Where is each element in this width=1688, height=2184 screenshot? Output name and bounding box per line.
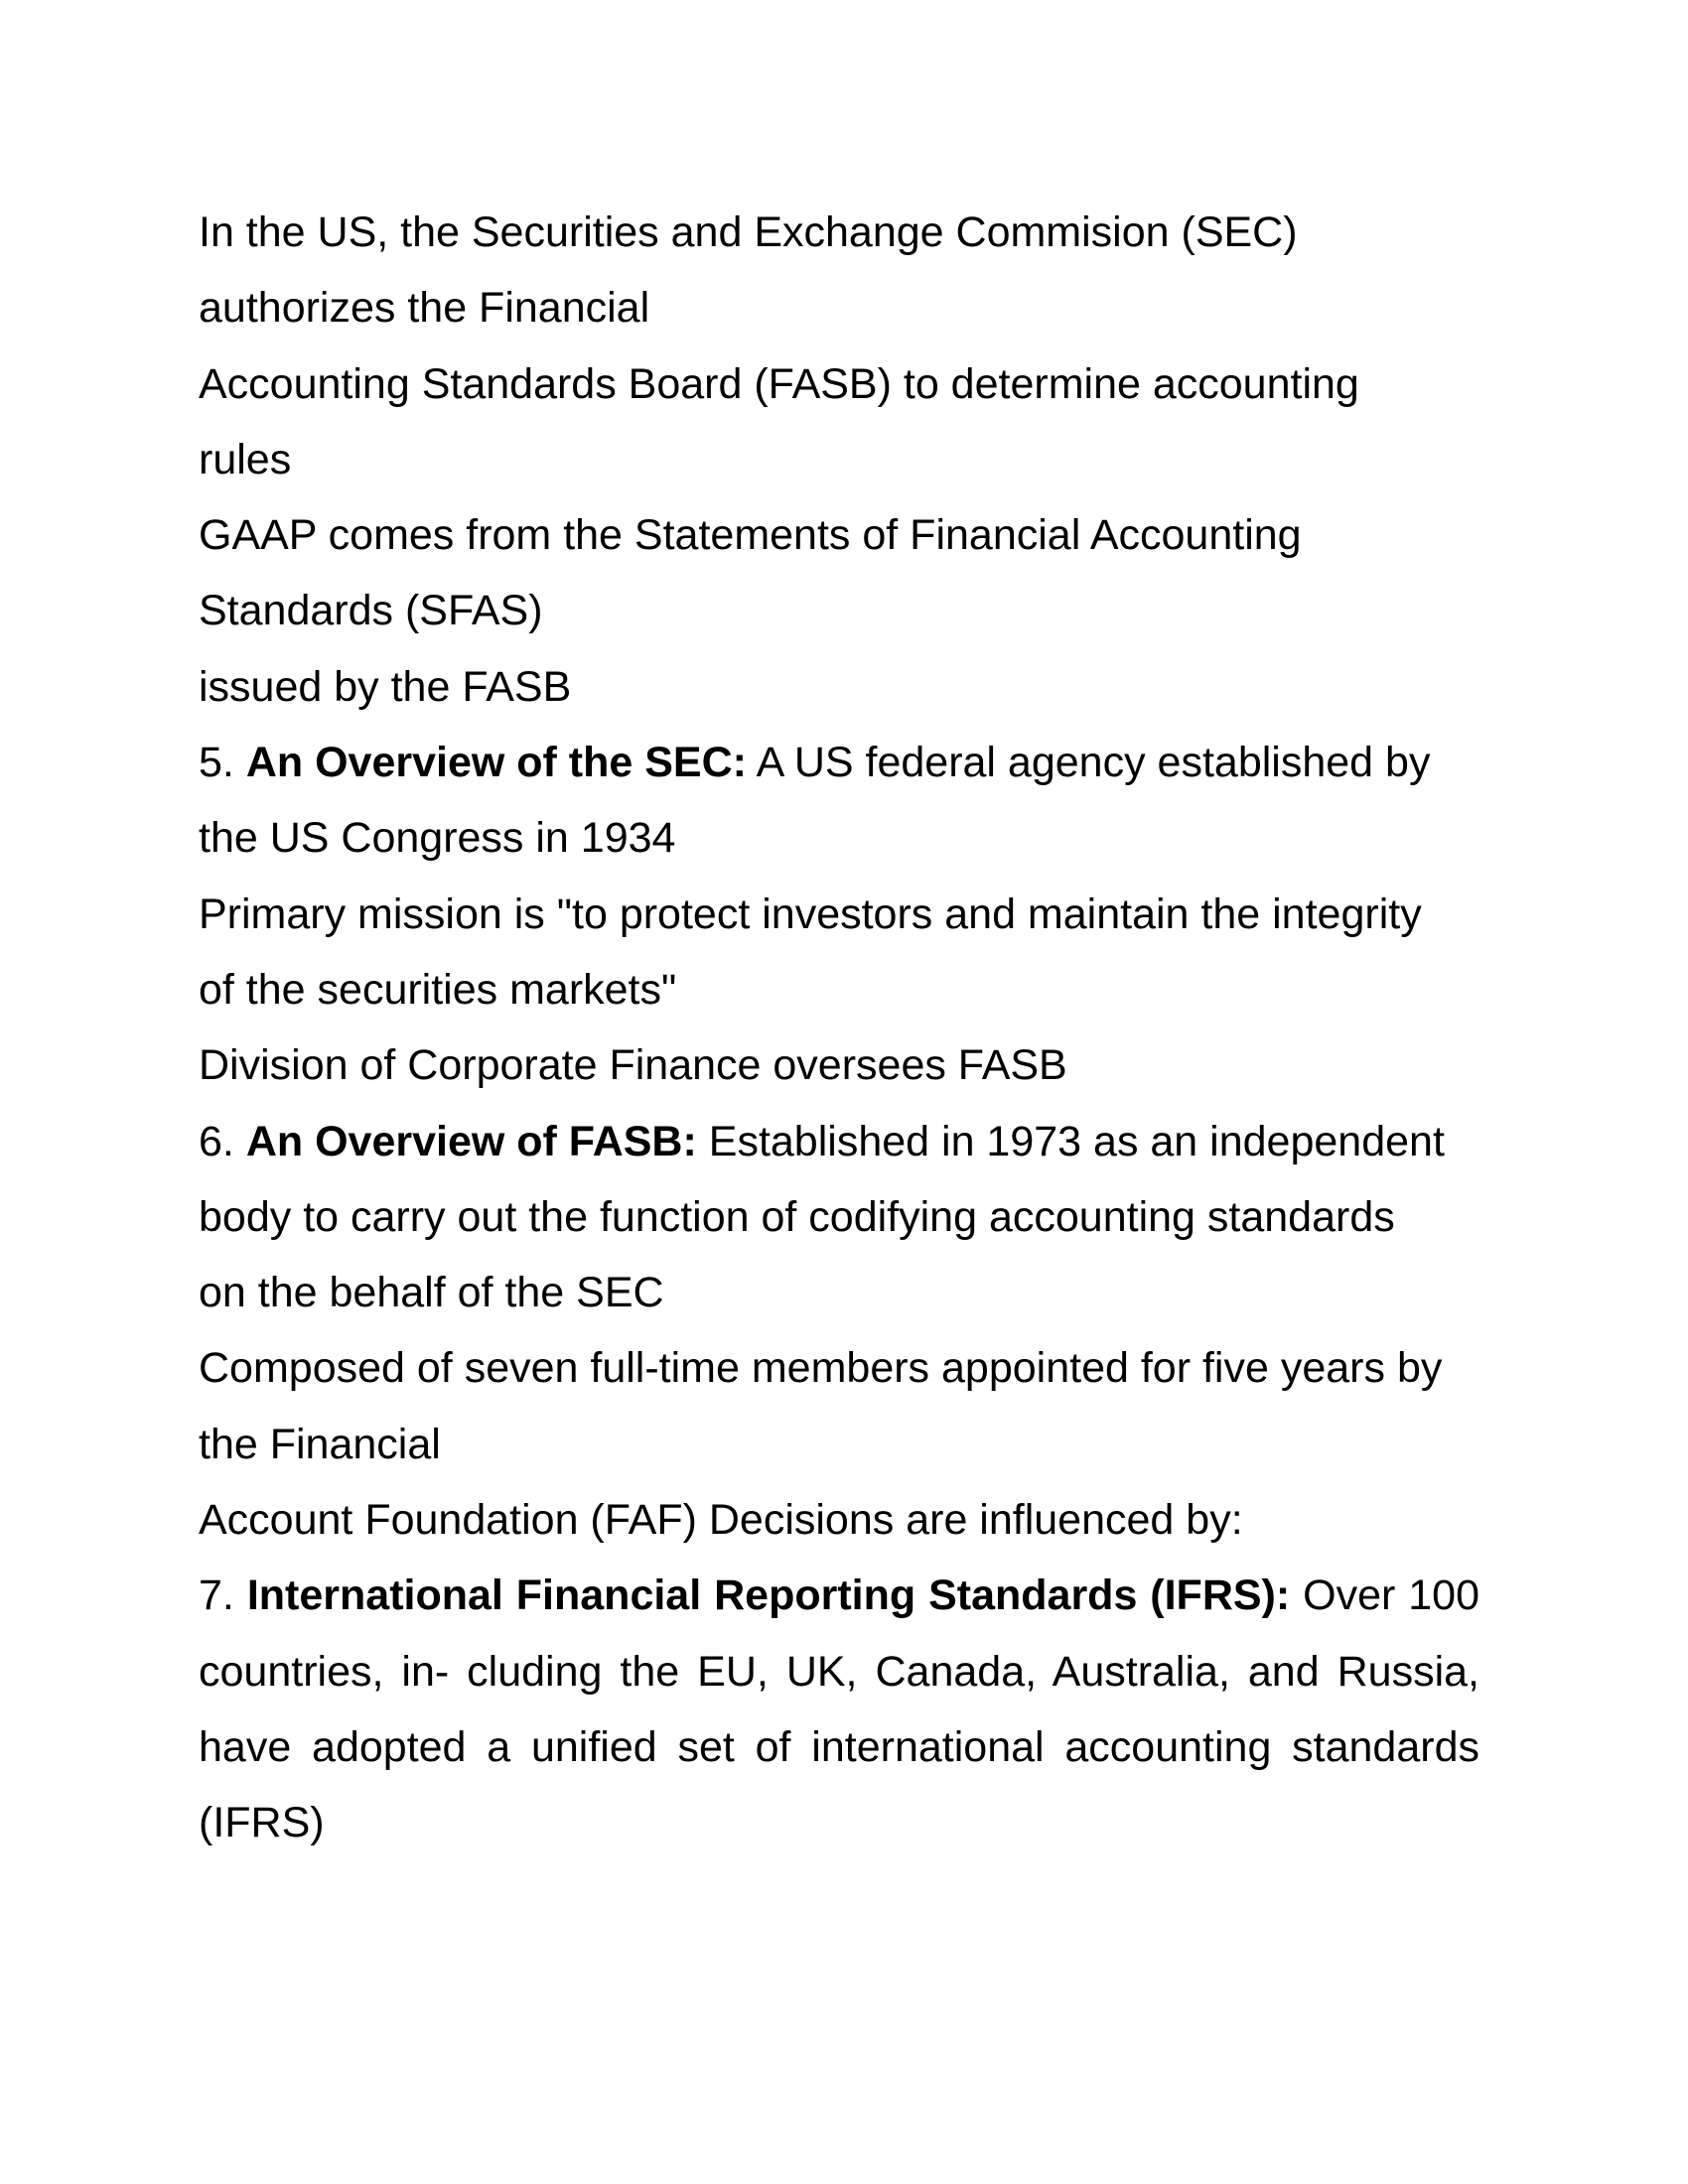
text-line: Accounting Standards Board (FASB) to determine accounting <box>199 359 1359 408</box>
text-line: Standards (SFAS) <box>199 587 543 635</box>
text-line: of the securities markets" <box>199 965 677 1014</box>
text-line: on the behalf of the SEC <box>199 1269 664 1317</box>
text-line: the Financial <box>199 1420 441 1468</box>
section-fasb-overview <box>199 1104 1489 1179</box>
text-line: body to carry out the function of codifying accounting standards <box>199 1192 1395 1241</box>
text-line: issued by the FASB <box>199 662 572 711</box>
text-line: In the US, the Securities and Exchange Commision (SEC) <box>199 208 1298 256</box>
section-number: 5. <box>199 739 234 787</box>
text-line: Composed of seven full-time members appointed for five years by <box>199 1344 1443 1393</box>
text-line: GAAP comes from the Statements of Financial Accounting <box>199 511 1302 560</box>
section-heading: International Financial Reporting Standards (IFRS): <box>246 1571 1291 1620</box>
text-line: the US Congress in 1934 <box>199 814 676 863</box>
section-text: A US federal agency established by <box>747 739 1431 787</box>
document-page <box>199 195 1489 1861</box>
section-heading: An Overview of the SEC: <box>245 739 747 787</box>
text-line: authorizes the Financial <box>199 284 650 333</box>
section-heading: An Overview of FASB: <box>245 1117 697 1165</box>
section-ifrs <box>199 1558 1479 1860</box>
text-line: Division of Corporate Finance oversees FASB <box>199 1041 1067 1090</box>
section-sec-overview <box>199 725 1489 800</box>
text-line: rules <box>199 435 292 483</box>
section-number: 6. <box>199 1117 234 1165</box>
section-text: Over 100 countries, in- cluding the EU, UK, Canada, Australia, and Russia, have adopted a unified set of international accounting standards (IFRS) <box>199 1571 1480 1847</box>
section-number: 7. <box>199 1571 234 1620</box>
text-line: Account Foundation (FAF) Decisions are influenced by: <box>199 1496 1243 1545</box>
section-text: Established in 1973 as an independent <box>696 1117 1445 1165</box>
text-line: Primary mission is "to protect investors and maintain the integrity <box>199 889 1422 938</box>
